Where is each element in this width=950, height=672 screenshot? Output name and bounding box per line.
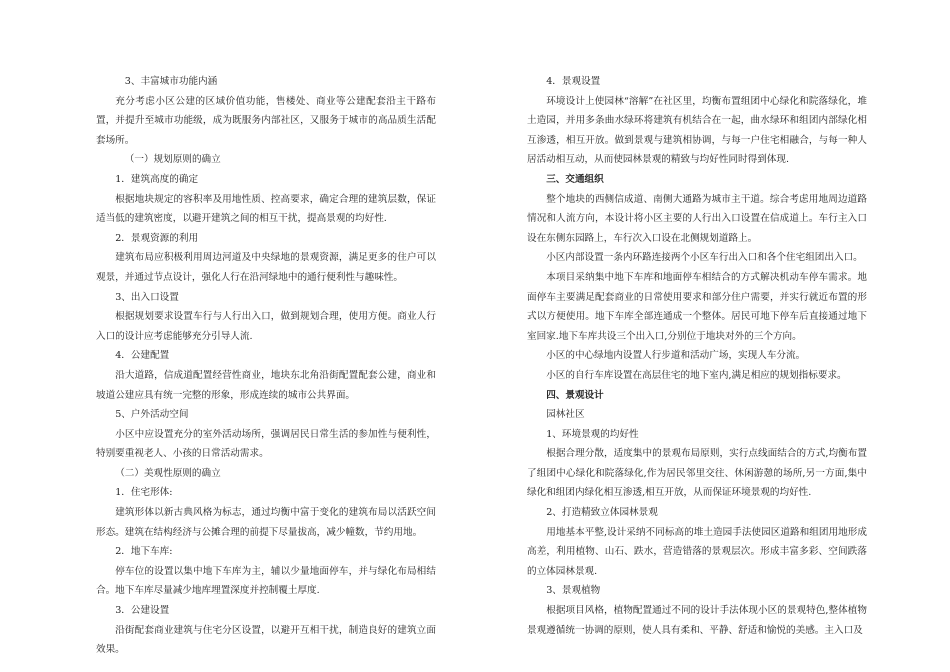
paragraph: 本项目采纳集中地下车库和地面停车相结合的方式解决机动车停车需求。地面停车主要满足配套商业的日常使用要求和部分住户需要，并实行就近布置的形式以方便使用。地下车库全部连通成一个整体。居民可地下停车后直接通过地下室回家.地下车库共设三个出入口,分别位于地块对外的三个方向。 <box>527 271 867 342</box>
paragraph: 5、户外活动空间 <box>115 409 189 421</box>
paragraph: （一）规划原则的确立 <box>124 154 221 166</box>
paragraph: 园林社区 <box>546 409 585 421</box>
paragraph: 环境设计上使园林“溶解”在社区里，均衡布置组团中心绿化和院落绿化，堆土造园，并用多条曲水绿环将建筑有机结合在一起，曲水绿环和组团内部绿化相互渗透，相互开放。做到景观与建筑相协调，与每一户住宅相融合，与每一种人居活动相互动，从而使园林景观的精致与均好性同时得到体现. <box>527 95 867 166</box>
paragraph: 小区的自行车库设置在高层住宅的地下室内,满足相应的规划指标要求。 <box>546 369 847 381</box>
paragraph: 2、打造精致立体园林景观 <box>546 507 658 519</box>
paragraph: 根据地块规定的容积率及用地性质、控高要求，确定合理的建筑层数，保证适当低的建筑密度，以避开建筑之间的相互干扰，提高景观的均好性. <box>96 193 436 225</box>
paragraph: 沿大道路，信成道配置经营性商业，地块东北角沿街配置配套公建，商业和坡道公建应具有统一完整的形象，形成连续的城市公共界面。 <box>96 369 436 401</box>
paragraph: 停车位的设置以集中地下车库为主，辅以少量地面停车，并与绿化布局相结合。地下车库尽量减少地库埋置深度并控制覆土厚度. <box>96 565 436 597</box>
paragraph: 3、丰富城市功能内涵 <box>124 76 218 87</box>
paragraph: 4．景观设置 <box>546 76 601 87</box>
paragraph: 1、环境景观的均好性 <box>546 428 639 440</box>
paragraph: 2．地下车库: <box>115 546 173 558</box>
paragraph: 根据项目风格，植物配置通过不同的设计手法体现小区的景观特色,整体植物景观遵循统一协调的原则，使人具有柔和、平静、舒适和愉悦的美感。主入口及 <box>527 605 867 636</box>
paragraph: 2．景观资源的利用 <box>115 232 199 244</box>
paragraph: 3．公建设置 <box>115 605 170 617</box>
paragraph: 四、景观设计 <box>546 389 604 401</box>
paragraph: 沿街配套商业建筑与住宅分区设置，以避开互相干扰，制造良好的建筑立面效果。 <box>96 624 436 656</box>
paragraph: 1．建筑高度的确定 <box>115 173 199 185</box>
paragraph: 建筑形体以新古典风格为标志，通过均衡中富于变化的建筑布局以活跃空间形态。建筑在结构经济与公摊合理的前提下尽量拔高，减少幢数，节约用地。 <box>96 507 436 538</box>
paragraph: 充分考虑小区公建的区域价值功能，售楼处、商业等公建配套沿主干路布置，并提升至城市功能级，成为既服务内部社区，又服务于城市的高品质生活配套场所。 <box>96 95 436 146</box>
paragraph: （二）美观性原则的确立 <box>115 467 221 479</box>
paragraph: 1．住宅形体: <box>115 487 173 499</box>
paragraph: 根据合理分散，适度集中的景观布局原则，实行点线面结合的方式,均衡布置了组团中心绿化和院落绿化,作为居民邻里交往、休闲游憩的场所,另一方面,集中绿化和组团内绿化相互渗透,相互开放，从而保证环境景观的均好性. <box>527 448 867 499</box>
paragraph: 根据规划要求设置车行与人行出入口，做到规划合理，使用方便。商业人行入口的设计应考虑能够充分引导人流. <box>96 311 436 342</box>
paragraph: 小区中应设置充分的室外活动场所，强调居民日常生活的参加性与便利性，特别要重视老人、小孩的日常活动需求。 <box>96 428 436 460</box>
right-text-column <box>527 72 867 640</box>
paragraph: 用地基本平整,设计采纳不同标高的堆土造园手法使园区道路和组团用地形成高差，利用植物、山石、跌水，营造错落的景观层次。形成丰富多彩、空间跌落的立体园林景观. <box>527 526 867 577</box>
left-text-column <box>96 72 436 660</box>
paragraph: 4．公建配置 <box>115 350 170 362</box>
paragraph: 小区内部设置一条内环路连接两个小区车行出入口和各个住宅组团出入口。 <box>546 252 863 264</box>
paragraph: 3、景观植物 <box>546 585 601 597</box>
paragraph: 建筑布局应积极利用周边河道及中央绿地的景观资源，满足更多的住户可以观景，并通过节点设计，强化人行在沿河绿地中的通行便利性与趣味性。 <box>96 252 436 283</box>
paragraph: 小区的中心绿地内设置人行步道和活动广场，实现人车分流。 <box>546 350 806 362</box>
paragraph: 整个地块的西侧信成道、南侧大通路为城市主干道。综合考虑用地周边道路情况和人流方向，本设计将小区主要的人行出入口设置在信成道上。车行主入口设在东侧东园路上，车行次入口设在北侧规划道路上。 <box>527 193 867 244</box>
paragraph: 三、交通组织 <box>546 173 604 185</box>
paragraph: 3、出入口设置 <box>115 291 179 303</box>
